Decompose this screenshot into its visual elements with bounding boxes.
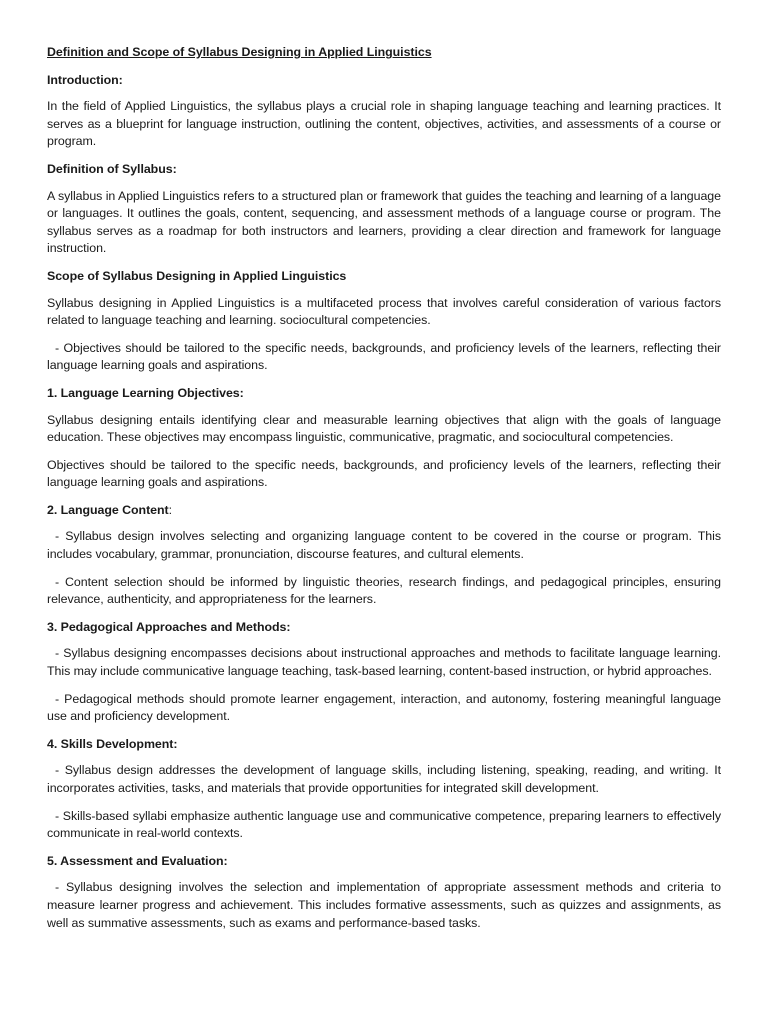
- section-3-paragraph-2: - Pedagogical methods should promote learner engagement, interaction, and autonomy, fostering meaningful language use and proficiency development.: [47, 691, 721, 724]
- section-2-heading: 2. Language Content: [47, 502, 169, 517]
- definition-paragraph: A syllabus in Applied Linguistics refers to a structured plan or framework that guides the teaching and learning of a language or languages. It outlines the goals, content, sequencing, and assessment methods of a language course or program. The syllabus serves as a roadmap for both instructors and learners, providing a clear direction and framework for language instruction.: [47, 188, 721, 256]
- section-1-paragraph-2: Objectives should be tailored to the specific needs, backgrounds, and proficiency levels of the learners, reflecting their language learning goals and aspirations.: [47, 457, 721, 490]
- section-2-paragraph-1: - Syllabus design involves selecting and organizing language content to be covered in the course or program. This includes vocabulary, grammar, pronunciation, discourse features, and cultural elements.: [47, 529, 721, 562]
- introduction-paragraph: In the field of Applied Linguistics, the syllabus plays a crucial role in shaping language teaching and learning practices. It serves as a blueprint for language instruction, outlining the content, objectives, activities, and assessments of a course or program.: [47, 99, 721, 149]
- section-4-paragraph-1: - Syllabus design addresses the development of language skills, including listening, speaking, reading, and writing. It incorporates activities, tasks, and materials that provide opportunities for integrated skill development.: [47, 763, 721, 795]
- section-4-heading: 4. Skills Development:: [47, 736, 178, 751]
- section-2-paragraph-2: - Content selection should be informed by linguistic theories, research findings, and pedagogical principles, ensuring relevance, authenticity, and appropriateness for the learners.: [47, 574, 721, 607]
- section-3-paragraph-1: - Syllabus designing encompasses decisions about instructional approaches and methods to facilitate language learning. This may include communicative language teaching, task-based learning, content-based instruction, or hybrid approaches.: [47, 646, 721, 679]
- section-4-paragraph-2: - Skills-based syllabi emphasize authentic language use and communicative competence, preparing learners to effectively communicate in real-world contexts.: [47, 808, 721, 841]
- section-2-heading-wrap: [47, 502, 721, 520]
- section-1-heading: 1. Language Learning Objectives:: [47, 385, 244, 400]
- scope-bullet-paragraph: - Objectives should be tailored to the specific needs, backgrounds, and proficiency levels of the learners, reflecting their language learning goals and aspirations.: [47, 340, 721, 373]
- scope-heading: Scope of Syllabus Designing in Applied Linguistics: [47, 268, 347, 283]
- scope-paragraph: Syllabus designing in Applied Linguistics is a multifaceted process that involves careful consideration of various factors related to language teaching and learning. sociocultural competencies.: [47, 295, 721, 328]
- document-title: Definition and Scope of Syllabus Designing in Applied Linguistics: [47, 45, 432, 59]
- definition-heading: Definition of Syllabus:: [47, 161, 177, 176]
- section-3-heading: 3. Pedagogical Approaches and Methods:: [47, 619, 291, 634]
- section-5-heading: 5. Assessment and Evaluation:: [47, 853, 228, 868]
- document-page: [47, 44, 721, 942]
- section-2-heading-colon: :: [168, 502, 172, 517]
- section-5-paragraph-1: - Syllabus designing involves the selection and implementation of appropriate assessment methods and criteria to measure learner progress and achievement. This includes formative assessments, such as quizzes and assignments, as well as summative assessments, such as exams and performance-based tasks.: [47, 880, 721, 930]
- section-1-paragraph-1: Syllabus designing entails identifying clear and measurable learning objectives that align with the goals of language education. These objectives may encompass linguistic, communicative, pragmatic, and sociocultural competencies.: [47, 412, 721, 445]
- introduction-heading: Introduction:: [47, 72, 123, 87]
